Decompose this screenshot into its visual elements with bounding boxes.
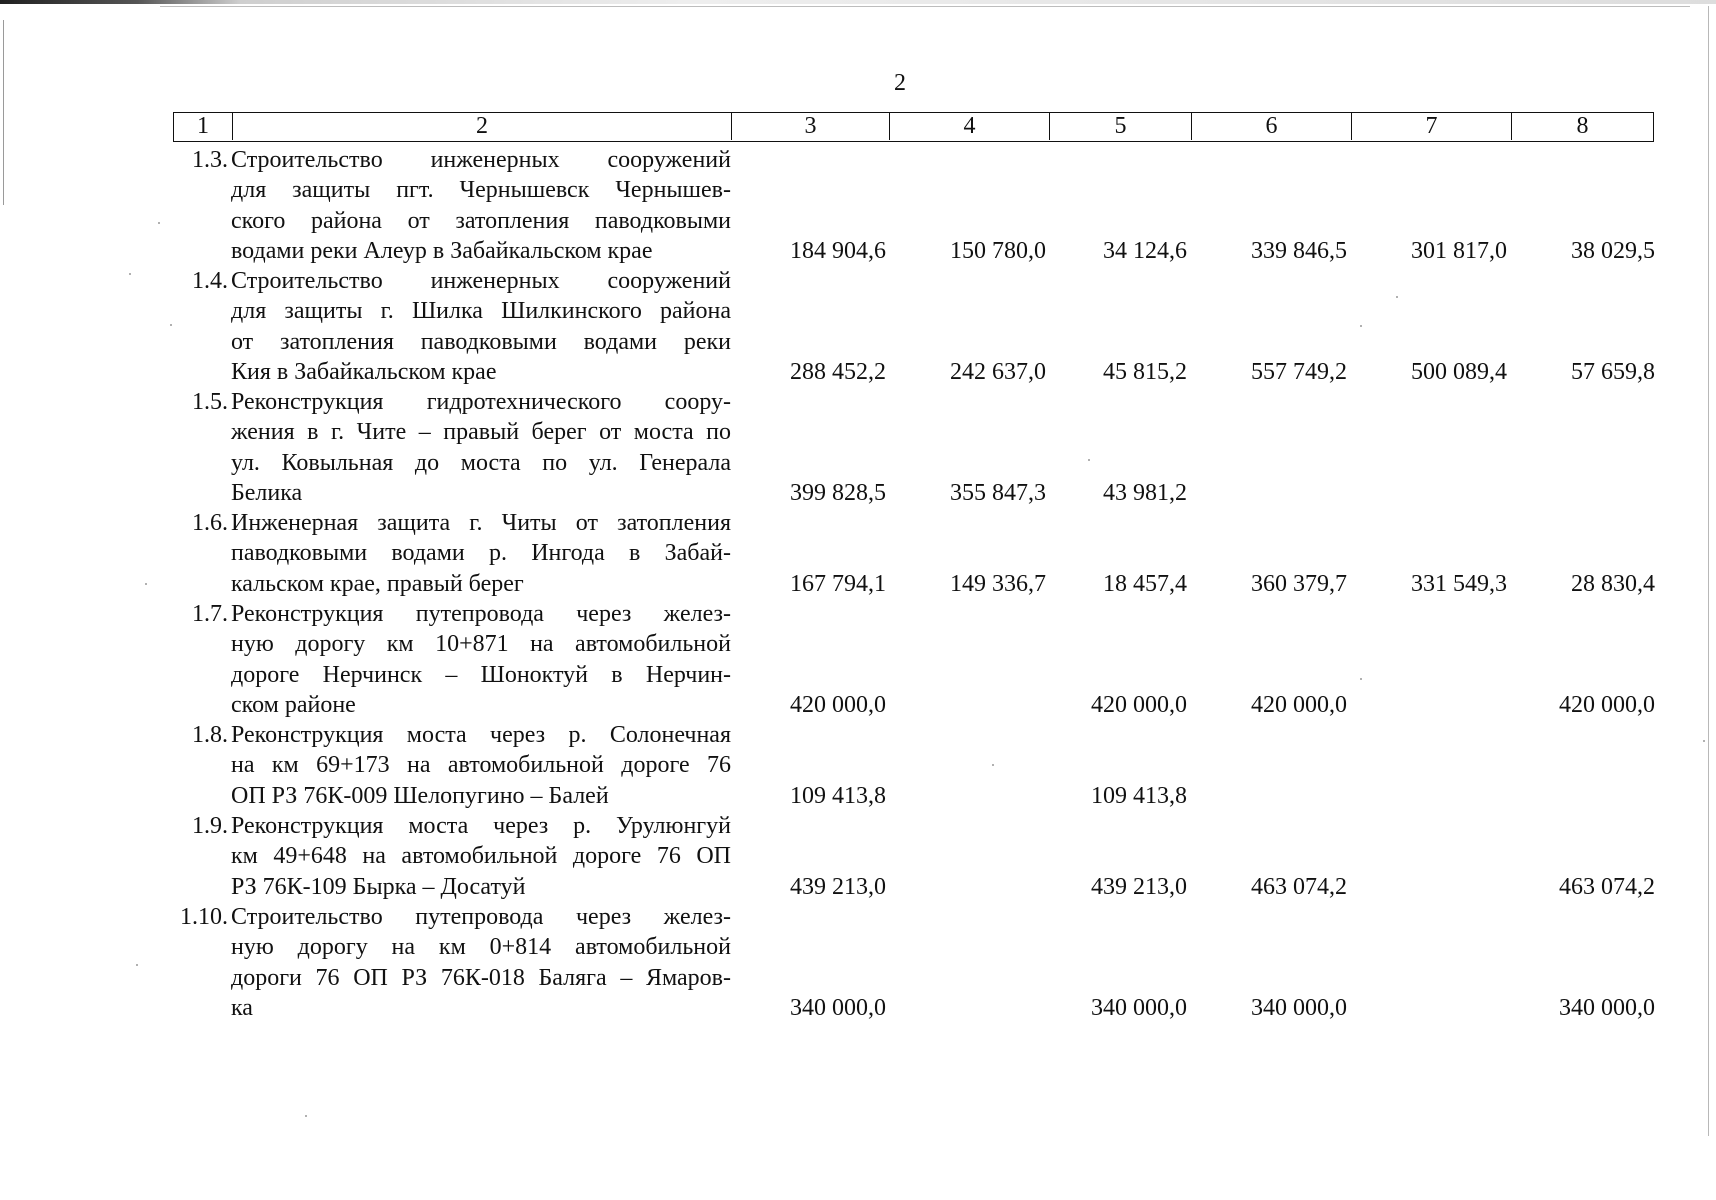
- value-col6: 340 000,0: [1251, 995, 1347, 1021]
- value-col6: 360 379,7: [1251, 571, 1347, 597]
- row-description: [231, 387, 731, 508]
- row-number: 1.6.: [192, 510, 228, 536]
- description-line: ул. Ковыльная до моста по ул. Генерала: [231, 449, 731, 476]
- value-col7: 331 549,3: [1411, 571, 1507, 597]
- scan-speck: [129, 273, 131, 275]
- header-cell: 3: [731, 113, 889, 140]
- value-col3: 399 828,5: [790, 480, 886, 506]
- header-cell: 8: [1511, 113, 1653, 140]
- value-col3: 288 452,2: [790, 359, 886, 385]
- value-col8: 340 000,0: [1559, 995, 1655, 1021]
- description-line: Строительство инженерных сооружений: [231, 268, 731, 294]
- row-description: [231, 811, 731, 902]
- description-line: ную дорогу на км 0+814 автомобильной: [231, 934, 731, 961]
- value-col4: 355 847,3: [950, 480, 1046, 506]
- value-col6: 557 749,2: [1251, 359, 1347, 385]
- value-col7: 301 817,0: [1411, 238, 1507, 264]
- scan-edge-line: [160, 6, 1690, 7]
- value-col4: 150 780,0: [950, 238, 1046, 264]
- header-cell: 1: [197, 113, 209, 139]
- header-cell: 5: [1049, 113, 1191, 140]
- scan-speck: [305, 1115, 307, 1117]
- scan-speck: [1396, 296, 1398, 298]
- description-line: км 49+648 на автомобильной дороге 76 ОП: [231, 843, 731, 870]
- description-line: Кия в Забайкальском крае: [231, 358, 497, 385]
- page-number: 2: [894, 70, 906, 96]
- value-col8: 38 029,5: [1571, 238, 1655, 264]
- table-header-row: [173, 112, 1654, 142]
- description-line: ском районе: [231, 691, 356, 718]
- scan-speck: [158, 222, 160, 224]
- scan-edge-right: [1708, 6, 1709, 1136]
- value-col8: 463 074,2: [1559, 874, 1655, 900]
- value-col3: 167 794,1: [790, 571, 886, 597]
- row-description: [231, 145, 731, 266]
- value-col5: 340 000,0: [1091, 995, 1187, 1021]
- description-line: РЗ 76К-109 Бырка – Досатуй: [231, 873, 526, 900]
- row-number: 1.8.: [192, 722, 228, 748]
- scan-speck: [136, 964, 138, 966]
- scan-speck: [170, 324, 172, 326]
- row-number: 1.9.: [192, 813, 228, 839]
- description-line: кальском крае, правый берег: [231, 570, 524, 597]
- header-cell: 2: [232, 113, 731, 140]
- value-col5: 45 815,2: [1103, 359, 1187, 385]
- row-number: 1.3.: [192, 147, 228, 173]
- description-line: Строительство путепровода через желез-: [231, 904, 731, 930]
- description-line: ную дорогу км 10+871 на автомобильной: [231, 631, 731, 658]
- scan-speck: [1088, 459, 1090, 461]
- row-number: 1.4.: [192, 268, 228, 294]
- scan-speck: [1360, 678, 1362, 680]
- row-number: 1.10.: [180, 904, 228, 930]
- value-col3: 420 000,0: [790, 692, 886, 718]
- description-line: для защиты пгт. Чернышевск Чернышев-: [231, 177, 731, 204]
- description-line: дороге Нерчинск – Шоноктуй в Нерчин-: [231, 661, 731, 688]
- scan-speck: [1703, 740, 1705, 742]
- description-line: Белика: [231, 479, 303, 506]
- value-col3: 439 213,0: [790, 874, 886, 900]
- description-line: Реконструкция моста через р. Урулюнгуй: [231, 813, 731, 839]
- description-line: Строительство инженерных сооружений: [231, 147, 731, 173]
- row-description: [231, 266, 731, 387]
- row-description: [231, 599, 731, 720]
- description-line: от затопления паводковыми водами реки: [231, 328, 731, 355]
- description-line: дороги 76 ОП РЗ 76К-018 Баляга – Ямаров-: [231, 964, 731, 991]
- value-col4: 149 336,7: [950, 571, 1046, 597]
- description-line: паводковыми водами р. Ингода в Забай-: [231, 540, 731, 567]
- value-col6: 463 074,2: [1251, 874, 1347, 900]
- value-col5: 109 413,8: [1091, 783, 1187, 809]
- description-line: ского района от затопления паводковыми: [231, 207, 731, 234]
- scan-speck: [1360, 325, 1362, 327]
- description-line: Инженерная защита г. Читы от затопления: [231, 510, 731, 536]
- value-col8: 57 659,8: [1571, 359, 1655, 385]
- scan-edge-top: [0, 0, 1716, 4]
- value-col8: 28 830,4: [1571, 571, 1655, 597]
- description-line: ОП РЗ 76К-009 Шелопугино – Балей: [231, 782, 609, 809]
- value-col7: 500 089,4: [1411, 359, 1507, 385]
- value-col5: 43 981,2: [1103, 480, 1187, 506]
- row-number: 1.7.: [192, 601, 228, 627]
- description-line: ка: [231, 994, 253, 1021]
- row-description: [231, 508, 731, 599]
- value-col5: 18 457,4: [1103, 571, 1187, 597]
- description-line: для защиты г. Шилка Шилкинского района: [231, 298, 731, 325]
- header-cell: 7: [1351, 113, 1511, 140]
- value-col8: 420 000,0: [1559, 692, 1655, 718]
- header-cell: 6: [1191, 113, 1351, 140]
- description-line: Реконструкция гидротехнического соору-: [231, 389, 731, 415]
- row-description: [231, 902, 731, 1023]
- description-line: водами реки Алеур в Забайкальском крае: [231, 237, 653, 264]
- value-col5: 420 000,0: [1091, 692, 1187, 718]
- scan-edge-left: [3, 20, 4, 205]
- value-col3: 184 904,6: [790, 238, 886, 264]
- value-col5: 34 124,6: [1103, 238, 1187, 264]
- header-cell: 4: [889, 113, 1049, 140]
- description-line: на км 69+173 на автомобильной дороге 76: [231, 752, 731, 779]
- value-col3: 340 000,0: [790, 995, 886, 1021]
- scan-speck: [145, 583, 147, 585]
- description-line: Реконструкция моста через р. Солонечная: [231, 722, 731, 748]
- value-col3: 109 413,8: [790, 783, 886, 809]
- value-col4: 242 637,0: [950, 359, 1046, 385]
- description-line: жения в г. Чите – правый берег от моста по: [231, 419, 731, 446]
- value-col5: 439 213,0: [1091, 874, 1187, 900]
- row-number: 1.5.: [192, 389, 228, 415]
- scan-speck: [992, 764, 994, 766]
- value-col6: 339 846,5: [1251, 238, 1347, 264]
- description-line: Реконструкция путепровода через желез-: [231, 601, 731, 627]
- row-description: [231, 720, 731, 811]
- value-col6: 420 000,0: [1251, 692, 1347, 718]
